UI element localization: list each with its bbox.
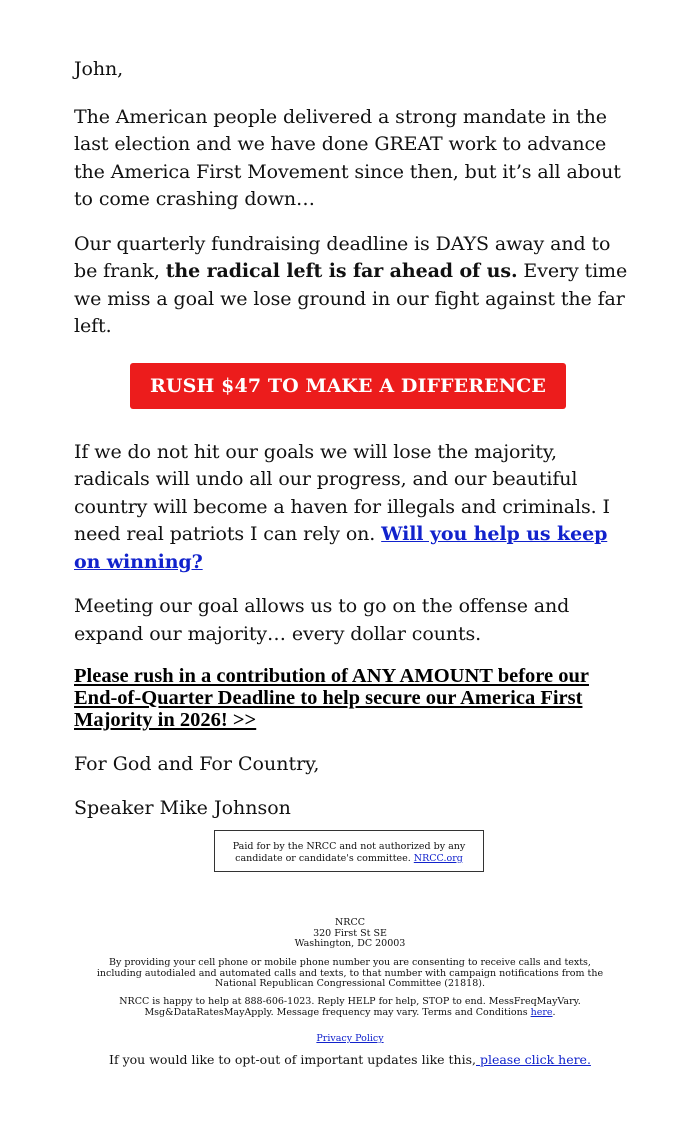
signature: Speaker Mike Johnson [74, 797, 291, 819]
greeting: John, [74, 58, 124, 80]
goals-text: If we do not hit our goals we will lose the majority, radicals will undo all our progress, and our beautiful country will become a haven for illegals and criminals. I need real patriots I can rely on. [74, 440, 610, 545]
optout-text: If you would like to opt-out of important updates like this, [109, 1052, 476, 1067]
help-text: NRCC is happy to help at 888-606-1023. Reply HELP for help, STOP to end. MessFreqMayVary. Msg&DataRatesMayApply. Message frequency may vary. Terms and Conditions [119, 996, 581, 1018]
disclaimer-text: Paid for by the NRCC and not authorized by any candidate or candidate's committee. [232, 841, 466, 864]
opt-out-row [80, 1052, 620, 1067]
address-city: Washington, DC 20003 [294, 938, 406, 949]
contribution-link[interactable]: Please rush in a contribution of ANY AMOUNT before our End-of-Quarter Deadline to help secure our America First Majority in 2026! >> [74, 665, 589, 731]
paragraph-mandate: The American people delivered a strong mandate in the last election and we have done GREAT work to advance the America First Movement since then, but it’s all about to come crashing down… [74, 105, 621, 210]
paid-for-disclaimer [214, 830, 484, 872]
sms-consent-text: By providing your cell phone or mobile phone number you are consenting to receive calls and texts, including autodialed and automated calls and texts, to that number with campaign notifications from the National Republican Congressional Committee (21818). [96, 957, 604, 989]
address-org: NRCC [334, 917, 365, 928]
deadline-text-end: Every time we miss a goal we lose ground in our fight against the far left. [74, 260, 628, 337]
privacy-policy-link[interactable]: Privacy Policy [316, 1033, 384, 1044]
address-street: 320 First St SE [313, 927, 387, 939]
privacy-row [90, 1034, 610, 1045]
keep-winning-link[interactable]: Will you help us keep on winning? [74, 523, 608, 573]
opt-out-link[interactable]: please click here. [475, 1052, 591, 1067]
terms-link[interactable]: here [530, 1006, 553, 1018]
cta-container [74, 363, 634, 409]
deadline-text: Our quarterly fundraising deadline is DAYS away and to be frank, [74, 232, 611, 282]
mailing-address [90, 918, 610, 950]
rush-donation-button[interactable]: RUSH $47 TO MAKE A DIFFERENCE [130, 363, 566, 409]
help-end: . [552, 1006, 556, 1018]
help-info [90, 997, 610, 1018]
paragraph-goals [74, 439, 634, 577]
closing-line: For God and For Country, [74, 753, 320, 775]
paragraph-deadline [74, 231, 634, 341]
paragraph-offense: Meeting our goal allows us to go on the offense and expand our majority… every dollar counts. [74, 595, 570, 645]
deadline-bold-text: the radical left is far ahead of us. [165, 260, 518, 282]
nrcc-site-link[interactable]: NRCC.org [413, 852, 463, 864]
email-body [74, 56, 634, 839]
